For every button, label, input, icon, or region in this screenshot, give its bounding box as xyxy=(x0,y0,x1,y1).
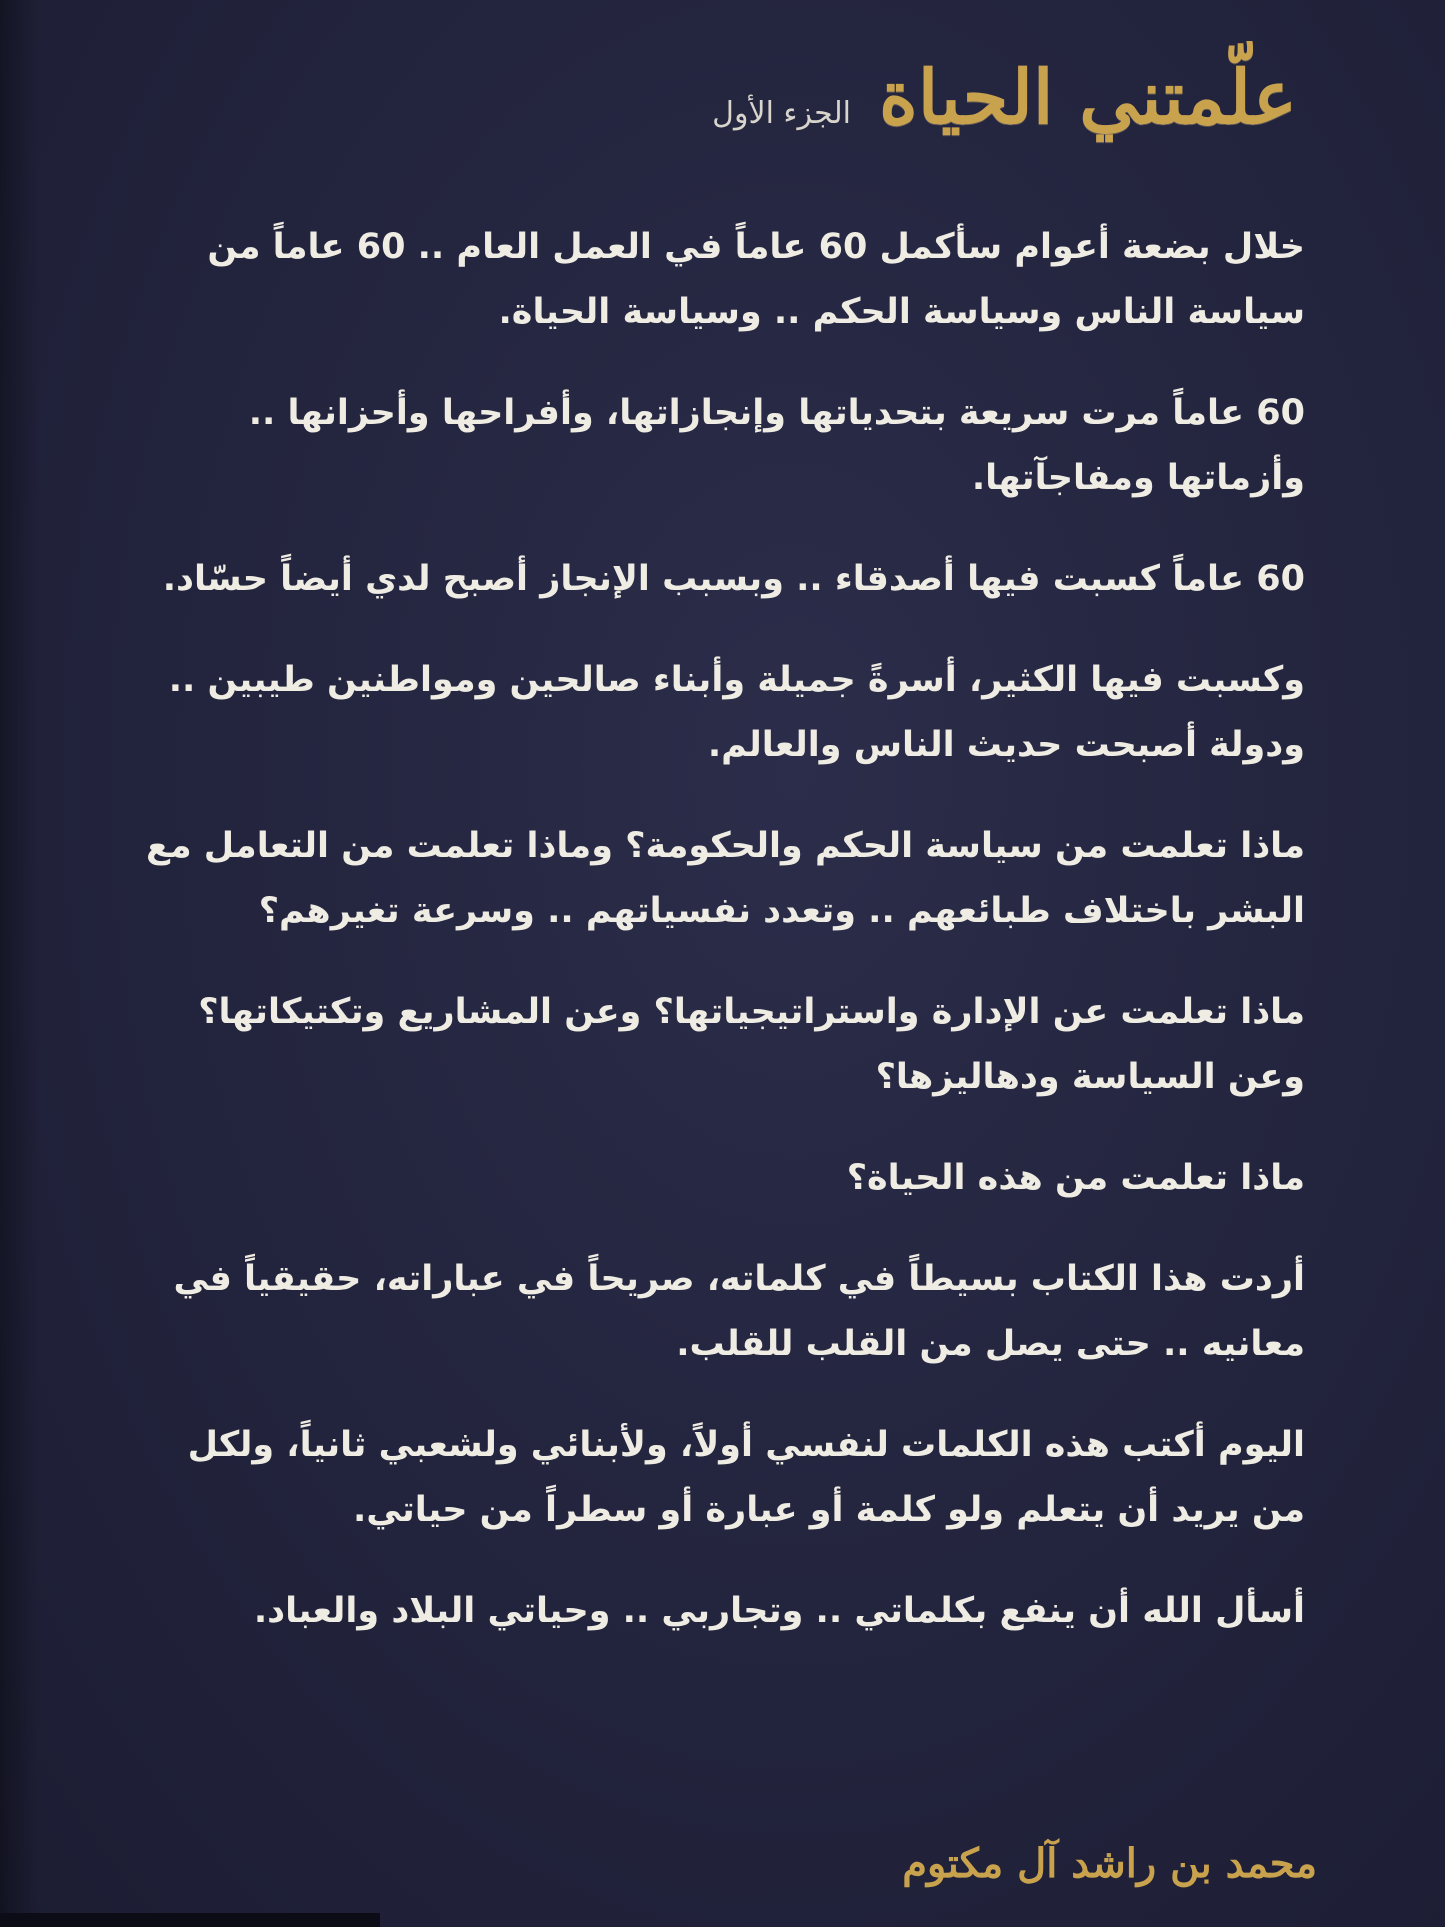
paragraph: أسأل الله أن ينفع بكلماتي .. وتجاربي .. وحياتي البلاد والعباد. xyxy=(253,1591,1305,1631)
corner-shadow xyxy=(0,1913,380,1927)
paragraph: وكسبت فيها الكثير، أسرةً جميلة وأبناء صالحين ومواطنين طيبين .. ودولة أصبحت حديث الناس والعالم. xyxy=(168,660,1305,765)
paragraph: خلال بضعة أعوام سأكمل 60 عاماً في العمل العام .. 60 عاماً من سياسة الناس وسياسة الحكم .. وسياسة الحياة. xyxy=(207,227,1305,332)
book-title: علّمتني الحياة xyxy=(878,55,1297,141)
paragraph: 60 عاماً كسبت فيها أصدقاء .. وبسبب الإنجاز أصبح لدي أيضاً حسّاد. xyxy=(162,559,1305,599)
paragraph: ماذا تعلمت عن الإدارة واستراتيجياتها؟ وعن المشاريع وتكتيكاتها؟ وعن السياسة ودهاليزها؟ xyxy=(198,992,1305,1097)
cover-header xyxy=(712,55,1297,141)
blurb-text xyxy=(125,215,1305,1680)
author-signature: محمد بن راشد آل مكتوم xyxy=(902,1840,1317,1887)
paragraph: اليوم أكتب هذه الكلمات لنفسي أولاً، ولأبنائي ولشعبي ثانياً، ولكل من يريد أن يتعلم ولو كلمة أو عبارة أو سطراً من حياتي. xyxy=(187,1425,1305,1530)
paragraph: 60 عاماً مرت سريعة بتحدياتها وإنجازاتها، وأفراحها وأحزانها .. وأزماتها ومفاجآتها. xyxy=(248,393,1305,498)
paragraph: ماذا تعلمت من هذه الحياة؟ xyxy=(846,1158,1305,1198)
page-edge-shadow xyxy=(0,0,40,1927)
book-part-label: الجزء الأول xyxy=(712,96,851,131)
paragraph: ماذا تعلمت من سياسة الحكم والحكومة؟ وماذا تعلمت من التعامل مع البشر باختلاف طبائعهم .. وتعدد نفسياتهم .. وسرعة تغيرهم؟ xyxy=(146,826,1305,931)
paragraph: أردت هذا الكتاب بسيطاً في كلماته، صريحاً في عباراته، حقيقياً في معانيه .. حتى يصل من القلب للقلب. xyxy=(173,1259,1305,1364)
